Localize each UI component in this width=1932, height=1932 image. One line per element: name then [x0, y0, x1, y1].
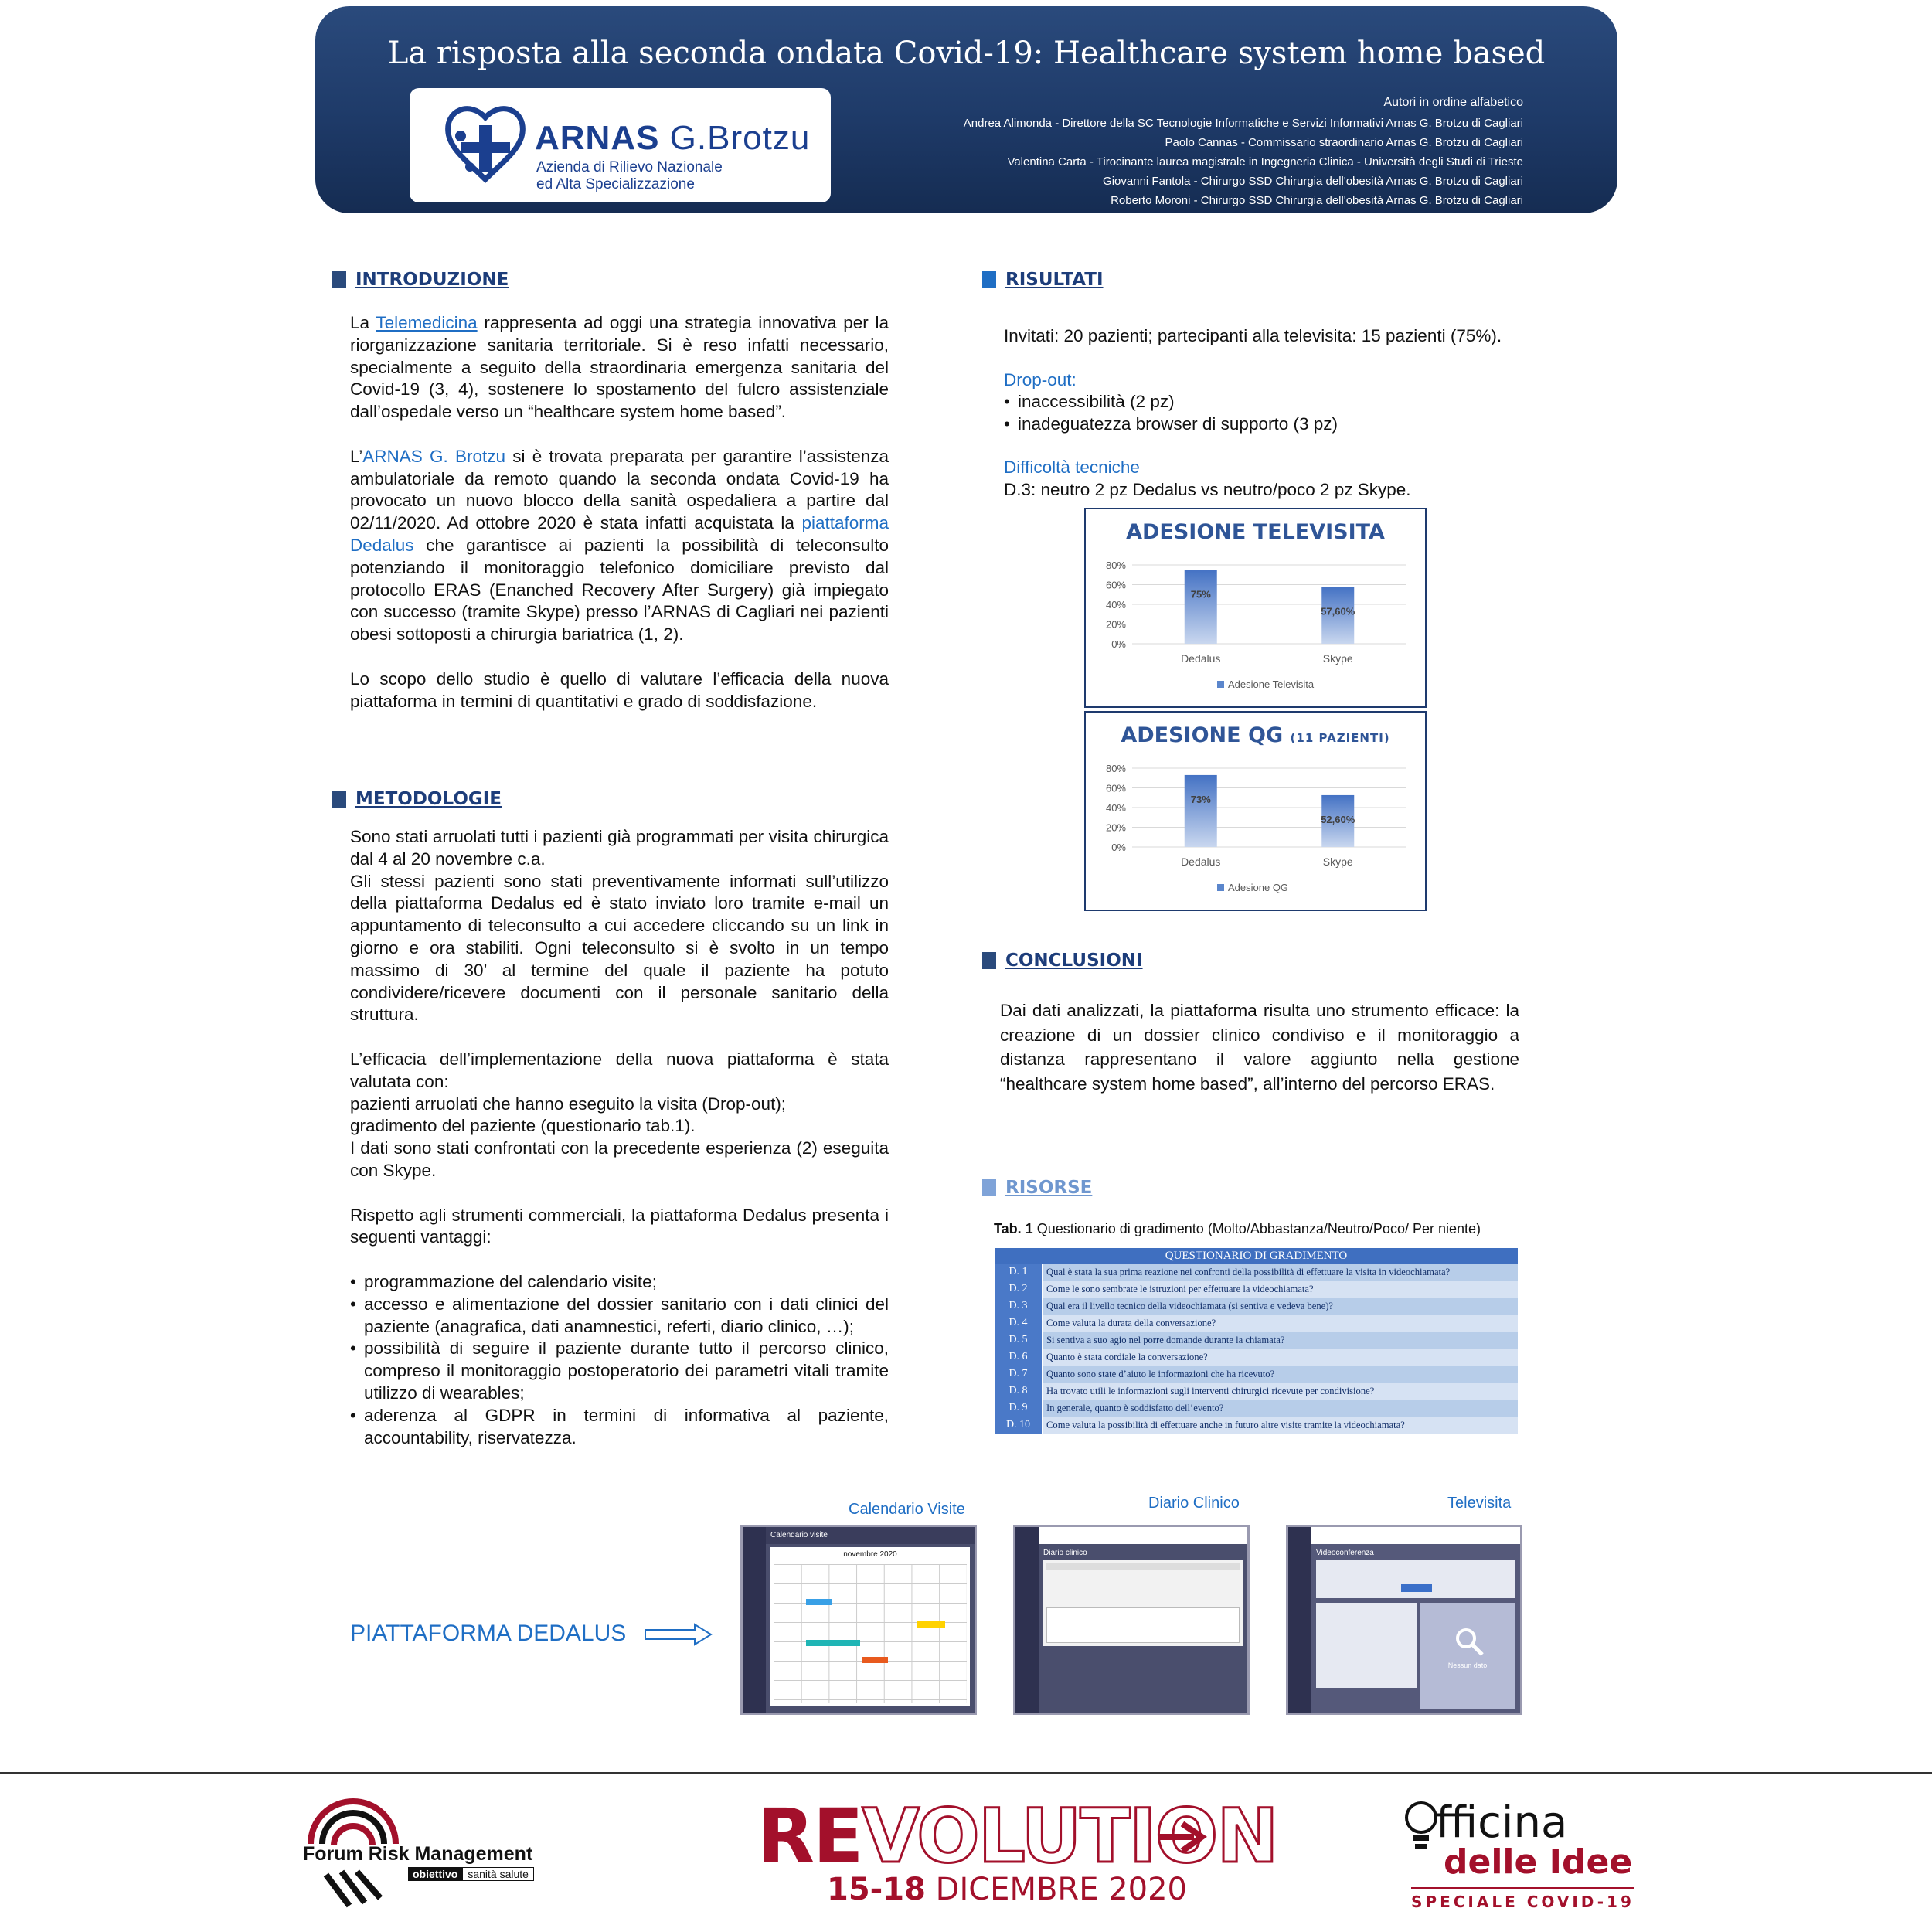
list-item: • aderenza al GDPR in termini di informativa al paziente, accountability, riservatezza. [350, 1405, 889, 1450]
tele-results [1420, 1603, 1515, 1709]
table-row [995, 1349, 1518, 1366]
lightbulb-icon [1403, 1799, 1439, 1858]
screenshot-calendario [740, 1525, 977, 1715]
table-row [995, 1383, 1518, 1400]
y-tick-label: 60% [1105, 782, 1126, 794]
list-item: • inaccessibilità (2 pz) [1004, 391, 1560, 413]
y-tick-label: 60% [1105, 579, 1126, 591]
app-titlebar: Calendario visite [766, 1527, 975, 1544]
table-row [995, 1298, 1518, 1315]
question-text: Quanto sono state d’aiuto le informazioni che ha ricevuto? [1043, 1366, 1518, 1383]
table-row [995, 1400, 1518, 1417]
question-id: D. 6 [995, 1349, 1043, 1366]
diario-title: Diario clinico [1043, 1549, 1087, 1557]
author-line: Valentina Carta - Tirocinante laurea magistrale in Ingegneria Clinica - Università degli Studi di Trieste [1007, 155, 1523, 168]
intro-heading: INTRODUZIONE [332, 270, 509, 290]
header-banner [315, 6, 1617, 213]
arrow-head-icon [1159, 1820, 1213, 1859]
chart-adesione-televisita [1084, 508, 1427, 708]
risultati-heading: RISULTATI [982, 270, 1104, 290]
question-id: D. 1 [995, 1264, 1043, 1281]
table-header: QUESTIONARIO DI GRADIMENTO [995, 1248, 1518, 1264]
telemedicina-link[interactable]: Telemedicina [376, 313, 478, 332]
bar-dedalus [1185, 775, 1217, 847]
category-label: Dedalus [1181, 855, 1221, 868]
question-id: D. 9 [995, 1400, 1043, 1417]
y-tick-label: 80% [1105, 560, 1126, 571]
shot-label-calendario: Calendario Visite [849, 1501, 965, 1518]
calendar-event[interactable] [917, 1621, 945, 1628]
search-icon [1454, 1626, 1485, 1657]
y-tick-label: 0% [1111, 842, 1126, 853]
list-item: • inadeguatezza browser di supporto (3 pz) [1004, 413, 1560, 436]
author-line: Giovanni Fantola - Chirurgo SSD Chirurgia dell'obesità Arnas G. Brotzu di Cagliari [1103, 175, 1523, 188]
officina-subtitle: delle Idee [1444, 1842, 1633, 1882]
authors-heading: Autori in ordine alfabetico [1383, 96, 1523, 109]
arnas-logo [410, 88, 831, 202]
calendar-grid [774, 1564, 967, 1703]
metodo-heading: METODOLOGIE [332, 789, 502, 809]
risorse-heading: RISORSE [982, 1178, 1092, 1198]
question-text: Ha trovato utili le informazioni sugli interventi chirurgici ricevute per condivisione? [1043, 1383, 1518, 1400]
table-row [995, 1281, 1518, 1298]
app-titlebar [1311, 1527, 1520, 1544]
frm-title: Forum Risk Management [303, 1843, 533, 1865]
category-label: Dedalus [1181, 652, 1221, 665]
question-text: Qual era il livello tecnico della videochiamata (si sentiva e vedeva bene)? [1043, 1298, 1518, 1315]
data-label: 73% [1190, 793, 1211, 805]
table-row [995, 1366, 1518, 1383]
chart-title: ADESIONE QG (11 PAZIENTI) [1121, 723, 1390, 747]
heading-square-icon [982, 1179, 996, 1196]
heading-square-icon [332, 791, 346, 808]
footer-divider [0, 1772, 1932, 1774]
category-label: Skype [1322, 652, 1353, 665]
revolution-logo: REVOLUTION [757, 1793, 1277, 1879]
tele-form [1316, 1603, 1417, 1688]
shot-label-diario: Diario Clinico [1148, 1495, 1240, 1512]
calendar-event[interactable] [806, 1599, 832, 1605]
y-tick-label: 20% [1105, 821, 1126, 834]
data-label: 52,60% [1321, 813, 1355, 825]
chart-plot [1086, 713, 1425, 910]
question-text: Come valuta la durata della conversazione? [1043, 1315, 1518, 1332]
frm-subtitle: obiettivo sanità salute [408, 1867, 534, 1881]
question-text: Quanto è stata cordiale la conversazione? [1043, 1349, 1518, 1366]
risultati-text: Invitati: 20 pazienti; partecipanti alla televisita: 15 pazienti (75%). Drop-out: • inaccessibilità (2 pz) • inadeguatezza browser di supporto (3 pz) Difficoltà tecniche D.3: neutro 2 pz Dedalus vs neutro/poco 2 pz Skype. [1004, 325, 1560, 501]
legend-entry: Adesione Televisita [1228, 679, 1315, 690]
authors-list [964, 93, 1523, 210]
y-tick-label: 0% [1111, 638, 1126, 650]
question-id: D. 3 [995, 1298, 1043, 1315]
metodo-text: Sono stati arruolati tutti i pazienti già programmati per visita chirurgica dal 4 al 20 novembre c.a. Gli stessi pazienti sono stati preventivamente informati sull’utilizzo della piattaforma Dedalus ed è stato inviato loro tramite e-mail un appuntamento di teleconsulto a cui accedere cliccando su un link in giorno e ora stabiliti. Ogni teleconsulto si è svolto in un tempo massimo di 30’ al termine del quale il paziente ha potuto condividere/ricevere documenti con il personale sanitario della struttura. L’efficacia dell’implementazione della nuova piattaforma è stata valutata con: pazienti arruolati che hanno eseguito la visita (Drop-out); gradimento del paziente (questionario tab.1). I dati sono stati confrontati con la precedente esperienza (2) eseguita con Skype. Rispetto agli strumenti commerciali, la piattaforma Dedalus presenta i seguenti vantaggi: • programmazione del calendario visite; • accesso e alimentazione del dossier sanitario con i dati clinici del paziente (anagrafica, dati anamnestici, referti, diario clinico, …); • possibilità di seguire il paziente durante tutto il percorso clinico, compreso il monitoraggio postoperatorio dei parametri vitali tramite utilizzo di wearables; • aderenza al GDPR in termini di informativa al paziente, accountability, riservatezza. [350, 826, 889, 1449]
y-tick-label: 40% [1105, 599, 1126, 611]
conclusioni-text: Dai dati analizzati, la piattaforma risulta uno strumento efficace: la creazione di un dossier clinico condiviso e il monitoraggio a distanza rappresentano il valore aggiunto nella gestione “healthcare system home based”, all’interno del percorso ERAS. [1000, 1001, 1519, 1094]
heading-square-icon [332, 271, 346, 288]
empty-state-text: Nessun dato [1447, 1662, 1488, 1669]
screenshot-diario [1013, 1525, 1250, 1715]
intro-text: La Telemedicina rappresenta ad oggi una strategia innovativa per la riorganizzazione sanitaria territoriale. Si è reso infatti necessario, specialmente a seguito della straordinaria emergenza sanitaria del Covid-19 (3, 4), sostenere lo spostamento del fulcro assistenziale dall’ospedale verso un “healthcare system home based”. L’ARNAS G. Brotzu si è trovata preparata per garantire l’assistenza ambulatoriale da remoto quando la seconda ondata Covid-19 ha provocato un nuovo blocco della sanità ospedaliera a partire dal 02/11/2020. Ad ottobre 2020 è stata infatti acquistata la piattaforma Dedalus che garantisce ai pazienti la possibilità di teleconsulto potenziando il monitoraggio telefonico domiciliare previsto dal protocollo ERAS (Enanched Recovery After Surgery) già impiegato con successo (tramite Skype) presso l’ARNAS di Cagliari nei pazienti obesi sottoposti a chirurgia bariatrica (1, 2). Lo scopo dello studio è quello di valutare l’efficacia della nuova piattaforma in termini di quantitativi e grado di soddisfazione. [350, 313, 889, 711]
calendar-month: novembre 2020 [843, 1550, 897, 1559]
app-sidebar [743, 1527, 766, 1713]
questionnaire-table [995, 1248, 1518, 1434]
question-id: D. 8 [995, 1383, 1043, 1400]
question-id: D. 2 [995, 1281, 1043, 1298]
tele-button[interactable] [1401, 1584, 1432, 1592]
table-row [995, 1332, 1518, 1349]
app-titlebar [1039, 1527, 1247, 1544]
legend-swatch [1217, 884, 1224, 891]
y-tick-label: 20% [1105, 618, 1126, 631]
category-label: Skype [1322, 855, 1353, 868]
table-row [995, 1264, 1518, 1281]
question-text: Si sentiva a suo agio nel porre domande durante la chiamata? [1043, 1332, 1518, 1349]
question-id: D. 7 [995, 1366, 1043, 1383]
diario-panel [1043, 1560, 1243, 1646]
logo-name: ARNAS G.Brotzu [535, 119, 811, 157]
chart-title: ADESIONE TELEVISITA [1126, 520, 1385, 544]
author-line: Andrea Alimonda - Direttore della SC Tecnologie Informatiche e Servizi Informativi Arnas G. Brotzu di Cagliari [963, 117, 1523, 130]
platform-label: PIATTAFORMA DEDALUS [350, 1621, 627, 1646]
chart-plot [1086, 509, 1425, 706]
heading-square-icon [982, 271, 996, 288]
legend-swatch [1217, 681, 1224, 688]
y-tick-label: 40% [1105, 802, 1126, 814]
calendar-panel [770, 1547, 970, 1706]
poster-title: La risposta alla seconda ondata Covid-19: Healthcare system home based [387, 36, 1546, 71]
table-row [995, 1315, 1518, 1332]
table-caption: Tab. 1 Questionario di gradimento (Molto/Abbastanza/Neutro/Poco/ Per niente) [994, 1221, 1481, 1236]
logo-subtitle: Azienda di Rilievo Nazionale ed Alta Specializzazione [536, 159, 723, 192]
question-text: Come le sono sembrate le istruzioni per effettuare la videochiamata? [1043, 1281, 1518, 1298]
calendar-event[interactable] [862, 1657, 888, 1663]
tele-title: Videoconferenza [1316, 1549, 1374, 1557]
table-row [995, 1417, 1518, 1434]
question-id: D. 10 [995, 1417, 1043, 1434]
calendar-event[interactable] [806, 1640, 860, 1646]
y-tick-label: 80% [1105, 763, 1126, 774]
arnas-cross-heart-icon [439, 102, 532, 189]
list-item: • possibilità di seguire il paziente durante tutto il percorso clinico, compreso il monitoraggio postoperatorio dei parametri vitali tramite utilizzo di wearables; [350, 1338, 889, 1404]
chart-adesione-qg [1084, 711, 1427, 911]
data-label: 75% [1190, 588, 1211, 600]
question-text: In generale, quanto è soddisfatto dell’evento? [1043, 1400, 1518, 1417]
question-id: D. 5 [995, 1332, 1043, 1349]
heading-square-icon [982, 952, 996, 969]
conclusioni-heading: CONCLUSIONI [982, 951, 1143, 971]
advantages-list [350, 1271, 889, 1449]
list-item: • accesso e alimentazione del dossier sanitario con i dati clinici del paziente (anagrafica, dati anamnestici, referti, diario clinico, …); [350, 1294, 889, 1338]
arrow-right-icon [644, 1623, 713, 1646]
officina-title: fficina [1436, 1798, 1568, 1848]
author-line: Paolo Cannas - Commissario straordinario Arnas G. Brotzu di Cagliari [1165, 136, 1523, 149]
diario-table [1046, 1607, 1240, 1643]
question-text: Qual è stata la sua prima reazione nei confronti della possibilità di effettuare la visita in videochiamata? [1043, 1264, 1518, 1281]
bar-dedalus [1185, 570, 1217, 644]
app-sidebar [1288, 1527, 1311, 1713]
question-text: Come valuta la possibilità di effettuare anche in futuro altre visite tramite la videochiamata? [1043, 1417, 1518, 1434]
shot-label-televisita: Televisita [1447, 1495, 1512, 1512]
question-id: D. 4 [995, 1315, 1043, 1332]
event-date: 15-18 DICEMBRE 2020 [827, 1872, 1187, 1907]
data-label: 57,60% [1321, 605, 1355, 617]
list-item: • programmazione del calendario visite; [350, 1271, 889, 1294]
app-sidebar [1015, 1527, 1039, 1713]
legend-entry: Adesione QG [1228, 882, 1289, 893]
officina-tag: SPECIALE COVID-19 [1411, 1887, 1634, 1911]
tele-info-panel [1316, 1560, 1515, 1598]
author-line: Roberto Moroni - Chirurgo SSD Chirurgia dell'obesità Arnas G. Brotzu di Cagliari [1111, 194, 1523, 207]
screenshot-televisita [1286, 1525, 1522, 1715]
